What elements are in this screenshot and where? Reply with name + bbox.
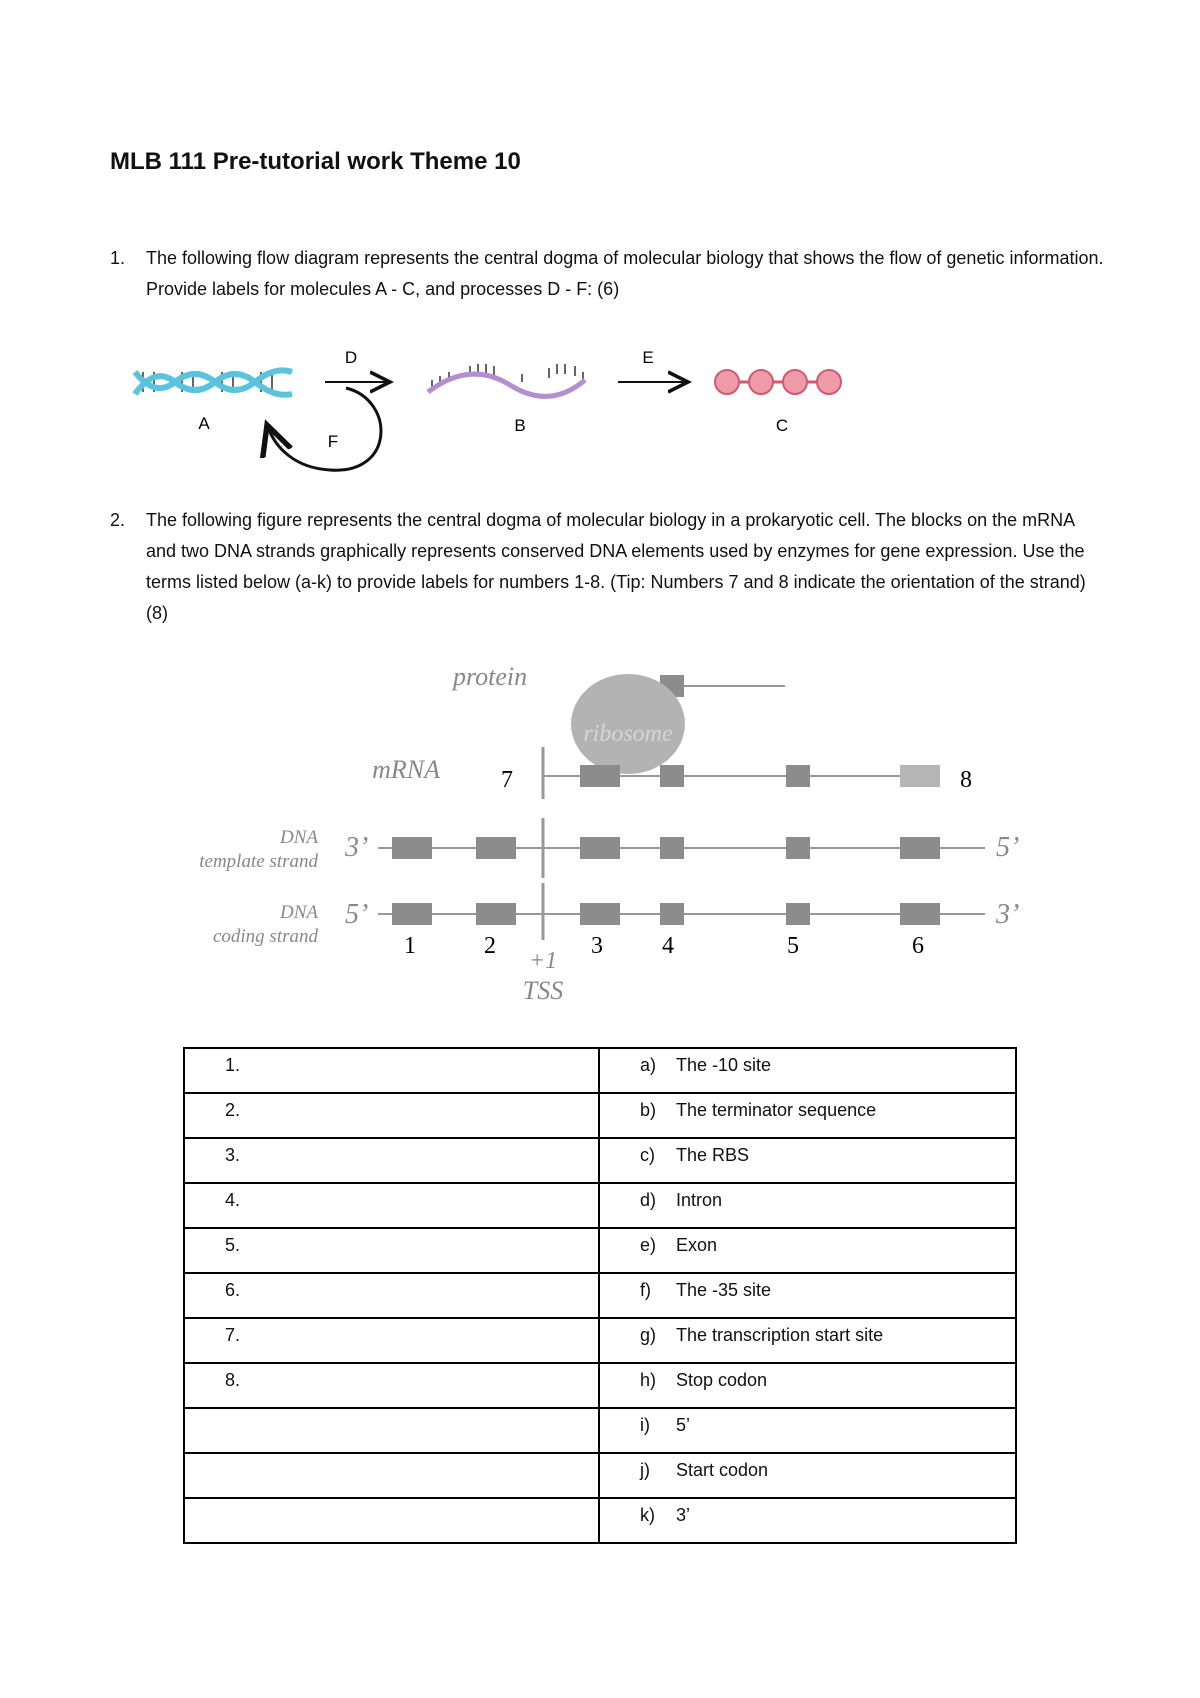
dna-coding-label: DNA	[280, 902, 318, 923]
term-cell	[599, 1453, 1016, 1498]
answer-cell[interactable]	[184, 1093, 599, 1138]
number-label: 2.	[225, 1100, 241, 1120]
table-row	[184, 1363, 1016, 1408]
prokaryotic-gene-diagram	[0, 655, 1200, 1015]
template-block	[786, 837, 810, 859]
template-block	[660, 837, 684, 859]
table-row	[184, 1138, 1016, 1183]
template-block	[900, 837, 940, 859]
question-number: 1.	[110, 248, 126, 268]
term-text: The -35 site	[676, 1280, 772, 1300]
number-4: 4	[662, 933, 674, 959]
answer-cell[interactable]	[184, 1228, 599, 1273]
dna-template-sublabel: template strand	[199, 851, 318, 872]
term-cell	[599, 1318, 1016, 1363]
ribosome-label: ribosome	[583, 721, 673, 747]
coding-block	[392, 903, 432, 925]
arrow-f-icon	[267, 388, 381, 470]
mrna-block	[580, 765, 620, 787]
answer-cell[interactable]	[184, 1183, 599, 1228]
number-label: 7.	[225, 1325, 241, 1345]
number-label: 1.	[225, 1055, 241, 1075]
term-text: The -10 site	[676, 1055, 772, 1075]
number-1: 1	[404, 933, 416, 959]
term-letter: e)	[640, 1235, 657, 1255]
term-letter: a)	[640, 1055, 657, 1075]
table-row	[184, 1408, 1016, 1453]
term-cell	[599, 1363, 1016, 1408]
protein-chain-icon	[715, 370, 841, 394]
term-letter: b)	[640, 1100, 657, 1120]
protein-label: protein	[453, 662, 528, 691]
table-row	[184, 1183, 1016, 1228]
answer-cell[interactable]	[184, 1048, 599, 1093]
mrna-label: mRNA	[372, 755, 440, 784]
tss-plus-one: +1	[528, 948, 558, 974]
term-cell	[599, 1183, 1016, 1228]
number-label: 4.	[225, 1190, 241, 1210]
coding-block	[476, 903, 516, 925]
term-text: 5’	[676, 1415, 691, 1435]
term-letter: h)	[640, 1370, 657, 1390]
number-5: 5	[787, 933, 799, 959]
answer-cell[interactable]	[184, 1318, 599, 1363]
answer-cell[interactable]	[184, 1498, 599, 1543]
template-right-end: 5’	[996, 832, 1020, 863]
table-row	[184, 1453, 1016, 1498]
term-text: The transcription start site	[676, 1325, 884, 1345]
number-label: 8.	[225, 1370, 241, 1390]
term-letter: c)	[640, 1145, 655, 1165]
number-8: 8	[960, 767, 972, 793]
tss-label: TSS	[522, 976, 564, 1005]
answer-cell[interactable]	[184, 1138, 599, 1183]
question-text: The following flow diagram represents the central dogma of molecular biology that shows the flow of genetic information. Provide labels for molecules A - C, and processes D - F: (6)	[146, 248, 1104, 299]
label-f: F	[327, 432, 339, 451]
term-text: The terminator sequence	[676, 1100, 877, 1120]
template-block	[580, 837, 620, 859]
template-block	[476, 837, 516, 859]
rna-strand-icon	[428, 364, 585, 396]
term-text: Exon	[676, 1235, 718, 1255]
answer-cell[interactable]	[184, 1408, 599, 1453]
label-d: D	[344, 348, 358, 367]
template-left-end: 3’	[345, 832, 369, 863]
term-text: The RBS	[676, 1145, 750, 1165]
mrna-block	[900, 765, 940, 787]
term-text: Intron	[676, 1190, 723, 1210]
table-row	[184, 1273, 1016, 1318]
term-letter: i)	[640, 1415, 650, 1435]
table-row	[184, 1093, 1016, 1138]
dna-coding-sublabel: coding strand	[212, 926, 318, 947]
term-letter: k)	[640, 1505, 655, 1525]
table-row	[184, 1498, 1016, 1543]
number-6: 6	[912, 933, 924, 959]
answer-table	[183, 1047, 1017, 1544]
coding-block	[900, 903, 940, 925]
coding-block	[660, 903, 684, 925]
central-dogma-flow-diagram	[0, 330, 1200, 480]
term-cell	[599, 1138, 1016, 1183]
term-letter: g)	[640, 1325, 657, 1345]
number-label: 6.	[225, 1280, 241, 1300]
term-text: 3’	[676, 1505, 691, 1525]
number-7: 7	[501, 767, 513, 793]
term-cell	[599, 1408, 1016, 1453]
number-label: 5.	[225, 1235, 241, 1255]
coding-left-end: 5’	[345, 899, 369, 930]
term-text: Stop codon	[676, 1370, 768, 1390]
coding-right-end: 3’	[996, 899, 1020, 930]
term-text: Start codon	[676, 1460, 769, 1480]
term-letter: j)	[640, 1460, 650, 1480]
table-row	[184, 1048, 1016, 1093]
number-2: 2	[484, 933, 496, 959]
term-cell	[599, 1048, 1016, 1093]
dna-template-label: DNA	[280, 827, 318, 848]
answer-cell[interactable]	[184, 1273, 599, 1318]
table-row	[184, 1318, 1016, 1363]
answer-cell[interactable]	[184, 1363, 599, 1408]
label-e: E	[642, 348, 654, 367]
table-row	[184, 1228, 1016, 1273]
mrna-block	[786, 765, 810, 787]
term-cell	[599, 1498, 1016, 1543]
label-a: A	[198, 414, 210, 433]
term-letter: d)	[640, 1190, 657, 1210]
question-text: The following figure represents the central dogma of molecular biology in a prokaryotic cell. The blocks on the mRNA and two DNA strands graphically represents conserved DNA elements used by enzymes for gene expression. Use the terms listed below (a-k) to provide labels for numbers 1-8. (Tip: Numbers 7 and 8 indicate the orientation of the strand) (8)	[146, 510, 1086, 623]
mrna-block	[660, 765, 684, 787]
answer-table-body	[184, 1048, 1016, 1543]
coding-block	[580, 903, 620, 925]
question-number: 2.	[110, 510, 126, 530]
term-cell	[599, 1228, 1016, 1273]
coding-block	[786, 903, 810, 925]
number-3: 3	[591, 933, 603, 959]
template-block	[392, 837, 432, 859]
label-b: B	[514, 416, 526, 435]
number-label: 3.	[225, 1145, 241, 1165]
dna-helix-icon	[135, 370, 292, 394]
term-cell	[599, 1093, 1016, 1138]
answer-cell[interactable]	[184, 1453, 599, 1498]
term-cell	[599, 1273, 1016, 1318]
label-c: C	[775, 416, 789, 435]
term-letter: f)	[640, 1280, 651, 1300]
page-title: MLB 111 Pre-tutorial work Theme 10	[110, 148, 521, 175]
